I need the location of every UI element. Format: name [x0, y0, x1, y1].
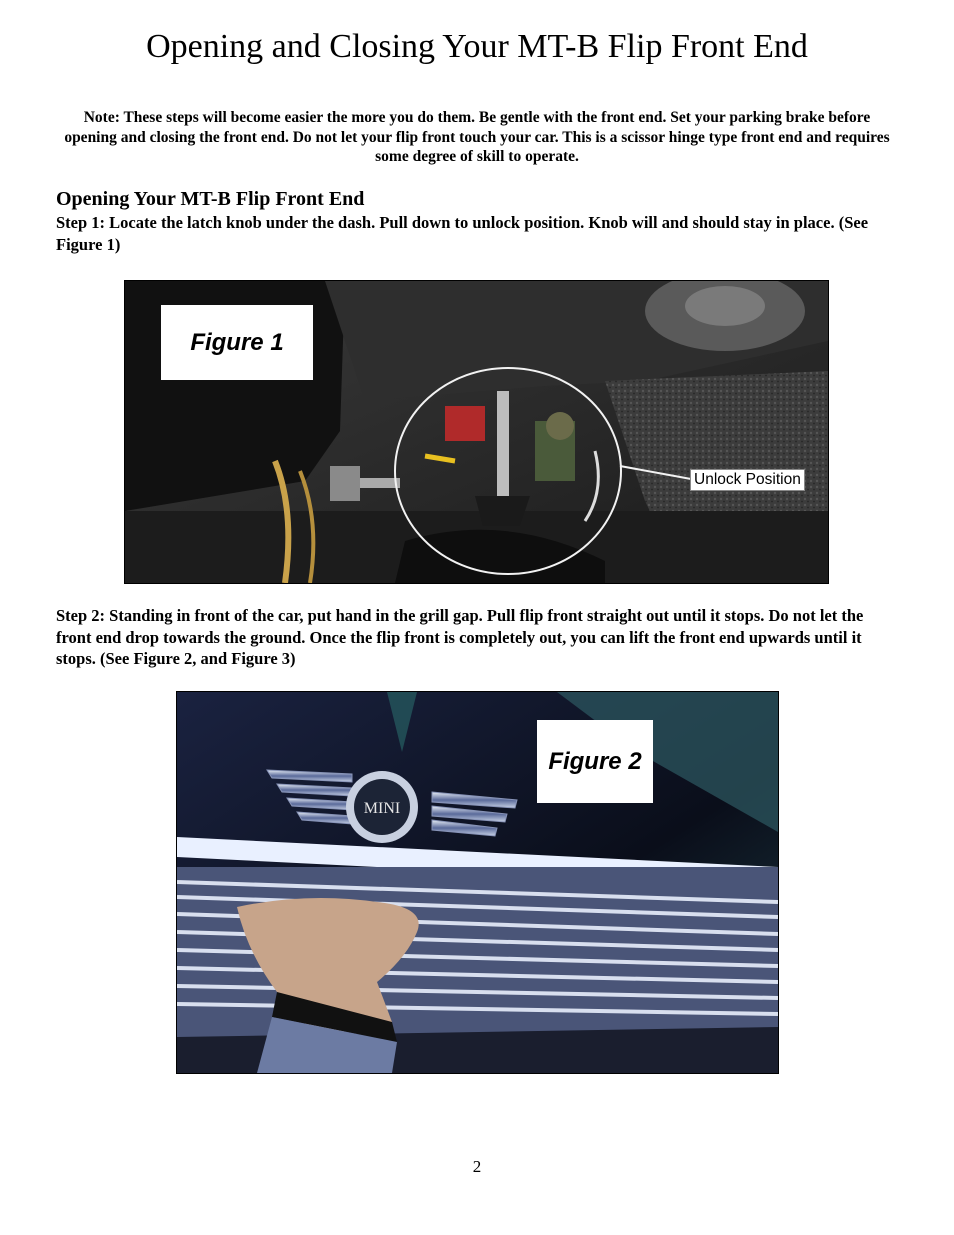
grill-hand-illustration [177, 692, 778, 1073]
step-1-text: Step 1: Locate the latch knob under the dash. Pull down to unlock position. Knob will and should stay in place. (See Figure 1) [56, 213, 869, 254]
step-2-text: Step 2: Standing in front of the car, put hand in the grill gap. Pull flip front straight out until it stops. Do not let the front end drop towards the ground. Once the flip front is completely out, you can lift the front end upwards until it stops. (See Figure 2, and Figure 3) [56, 606, 864, 668]
page-number: 2 [472, 1157, 482, 1176]
figure-2-photo [176, 691, 779, 1074]
badge-text: MINI [363, 800, 401, 817]
figure-2-label: Figure 2 [537, 720, 653, 803]
page-title: Opening and Closing Your MT-B Flip Front End [146, 28, 808, 65]
figure-1-photo [124, 280, 829, 584]
unlock-position-callout: Unlock Position [690, 469, 805, 491]
safety-note: Note: These steps will become easier the more you do them. Be gentle with the front end. Set your parking brake before opening and closing the front end. Do not let your flip front touch your car. This is a scissor hinge type front end and requires some degree of skill to operate. [64, 109, 890, 165]
section-heading: Opening Your MT-B Flip Front End [56, 188, 365, 210]
figure-1-label: Figure 1 [161, 305, 313, 380]
